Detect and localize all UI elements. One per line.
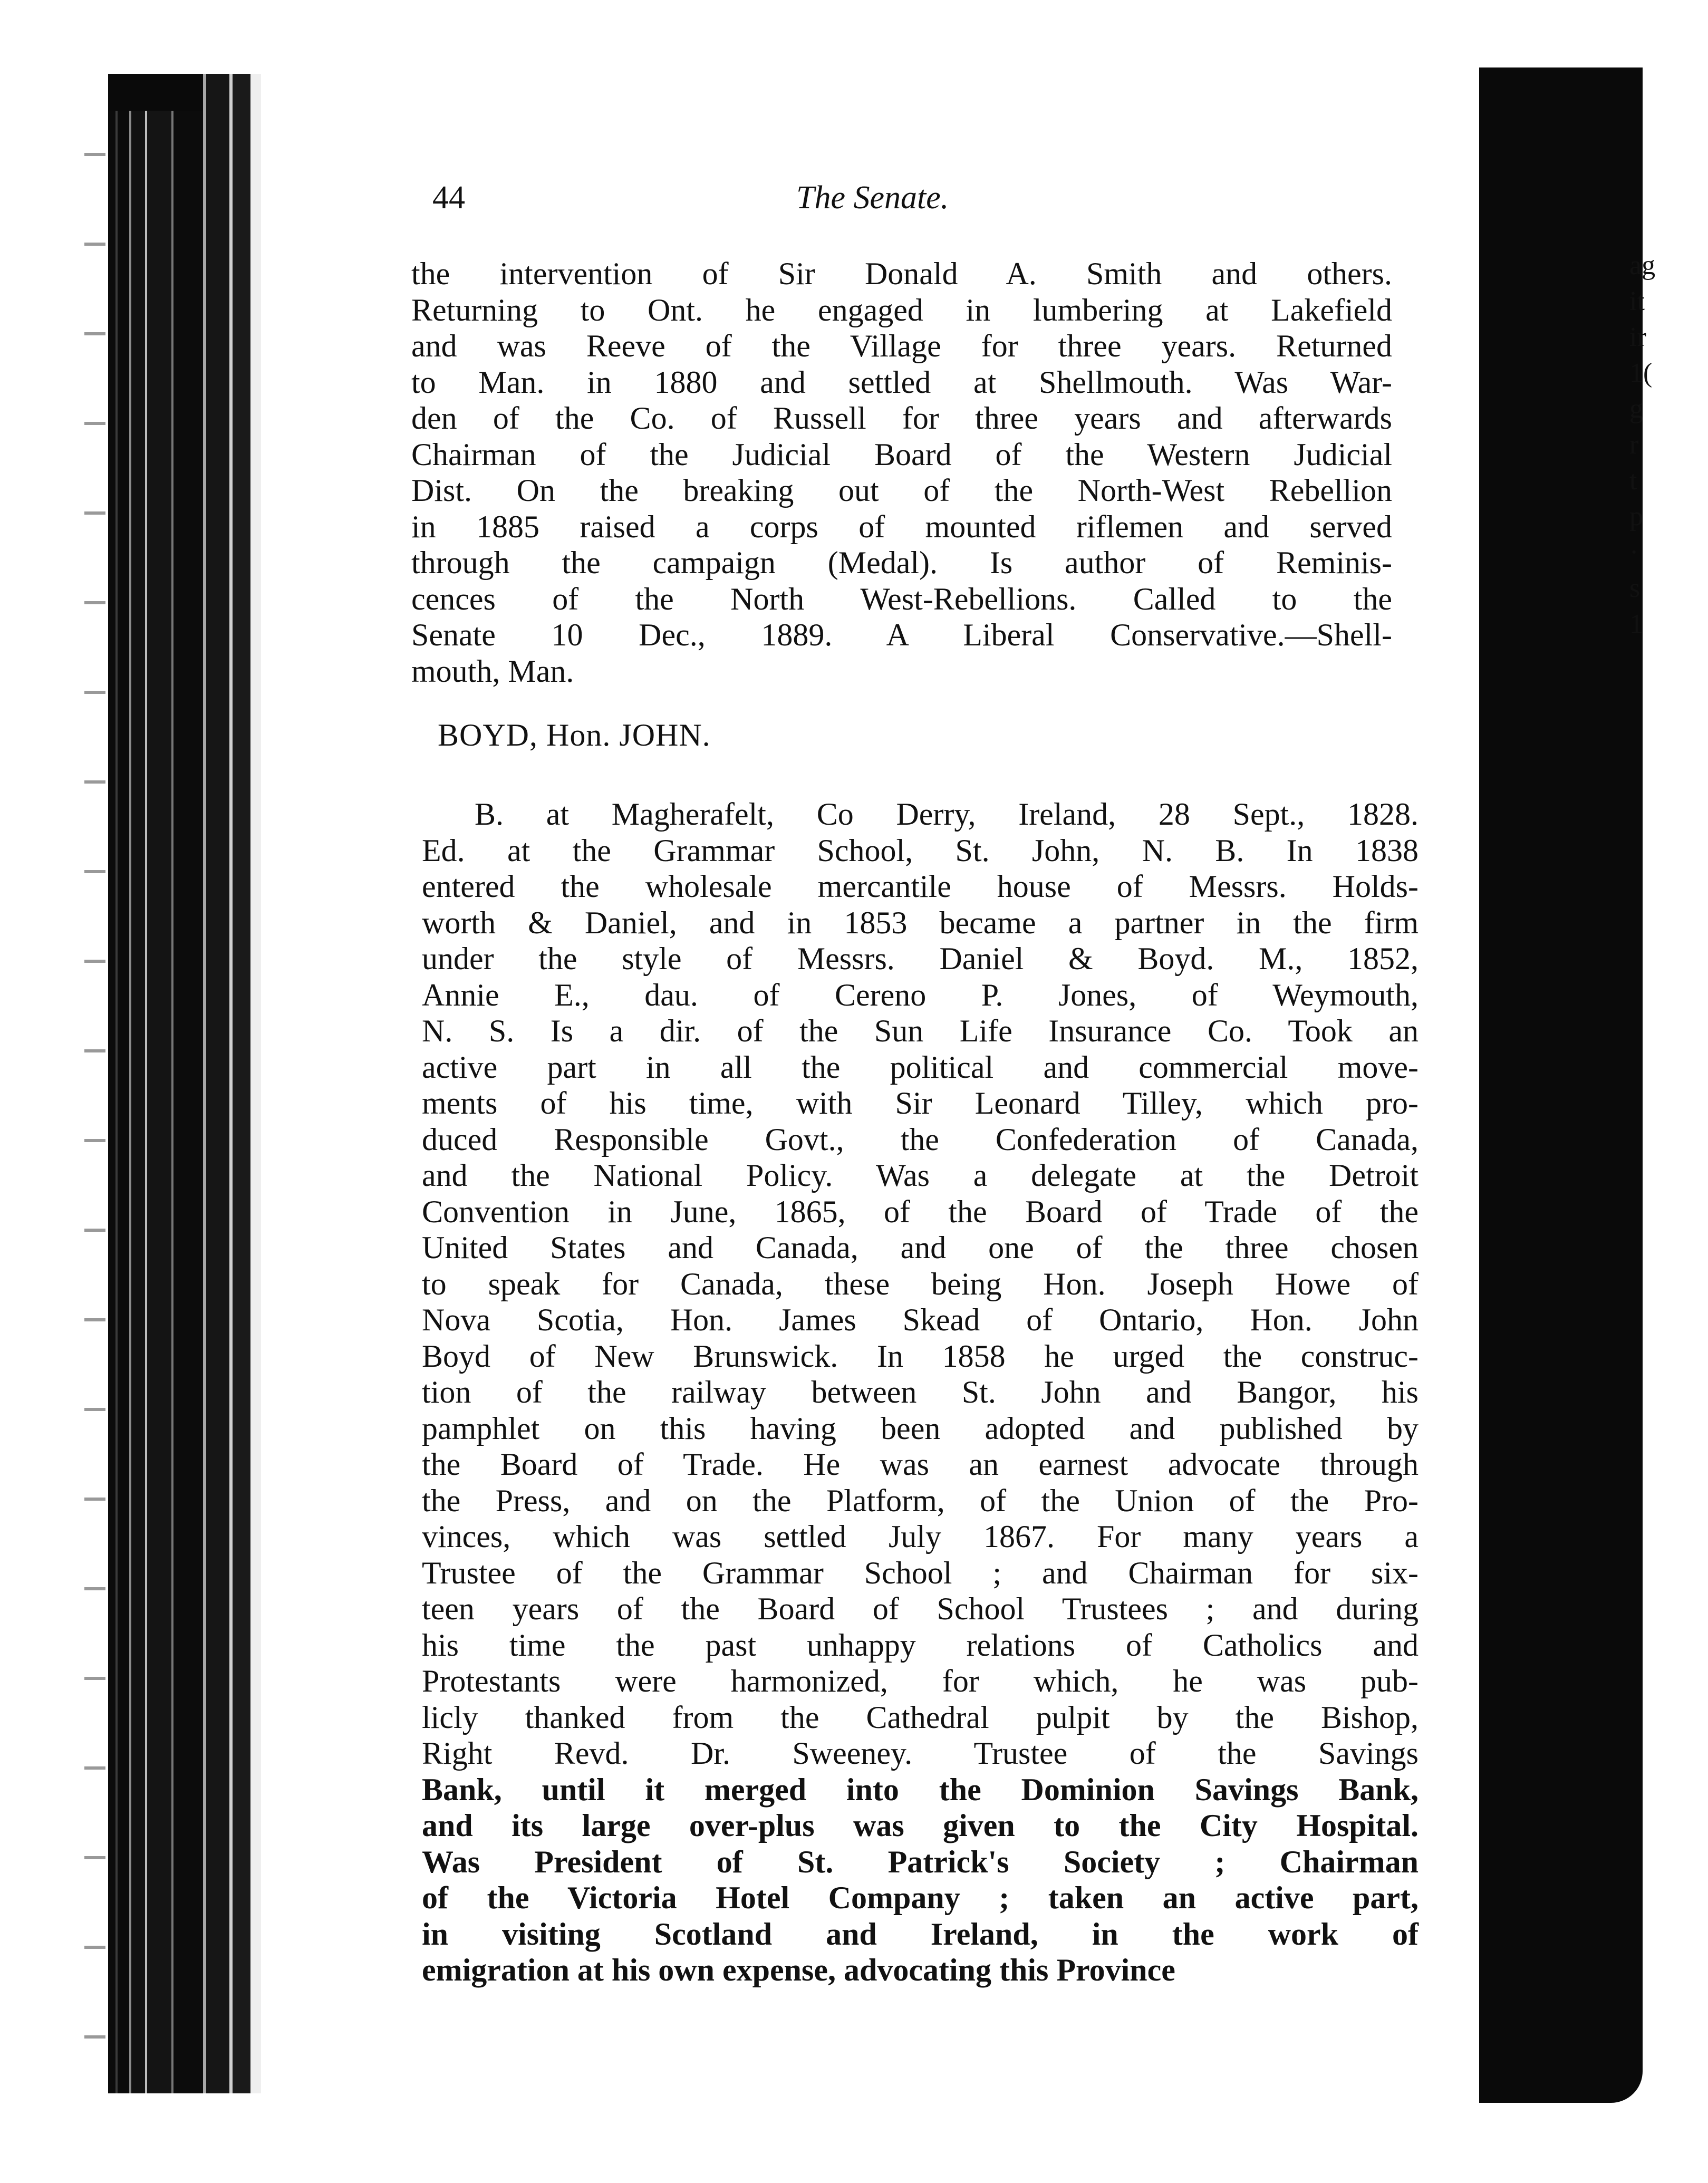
text-line: under the style of Messrs. Daniel & Boyd. M., 1852, — [422, 941, 1418, 976]
facing-fragment: 1 — [1629, 609, 1643, 639]
page-edge-shadow — [1479, 67, 1643, 2103]
text-line: in 1885 raised a corps of mounted riflemen and served — [411, 509, 1392, 544]
text-line: Returning to Ont. he engaged in lumbering at Lakefield — [411, 292, 1392, 327]
text-line: the Press, and on the Platform, of the Union of the Pro- — [422, 1483, 1418, 1518]
facing-fragment: 1( — [1629, 358, 1653, 388]
text-line: Trustee of the Grammar School ; and Chairman for six- — [422, 1555, 1418, 1590]
text-line: Ed. at the Grammar School, St. John, N. B. In 1838 — [422, 833, 1418, 868]
text-line: in visiting Scotland and Ireland, in the work of — [422, 1916, 1418, 1952]
facing-fragment: · — [1629, 537, 1639, 567]
text-line: mouth, Man. — [411, 653, 574, 689]
facing-fragment: t — [1629, 466, 1637, 496]
text-line: Dist. On the breaking out of the North-West Rebellion — [411, 473, 1392, 508]
text-line: entered the wholesale mercantile house of Messrs. Holds- — [422, 869, 1418, 904]
text-line: Protestants were harmonized, for which, he was pub- — [422, 1664, 1418, 1698]
text-line: tion of the railway between St. John and Bangor, his — [422, 1375, 1418, 1409]
text-line: of the Victoria Hotel Company ; taken an active part, — [422, 1880, 1418, 1915]
text-line: teen years of the Board of School Trustees ; and during — [422, 1591, 1418, 1626]
text-line: active part in all the political and commercial move- — [422, 1049, 1418, 1085]
facing-page-fragments — [1629, 248, 1693, 642]
continued-biography-paragraph — [411, 256, 1392, 689]
boyd-biography-paragraph — [422, 796, 1418, 1988]
facing-fragment: ir — [1629, 322, 1646, 352]
text-line: through the campaign (Medal). Is author of Reminis- — [411, 545, 1392, 580]
running-title: The Senate. — [796, 180, 949, 216]
text-line: to Man. in 1880 and settled at Shellmouth. Was War- — [411, 364, 1392, 400]
page-number: 44 — [432, 180, 465, 216]
book-binding-cap — [108, 74, 203, 111]
text-line: his time the past unhappy relations of Catholics and — [422, 1627, 1418, 1663]
text-line: worth & Daniel, and in 1853 became a partner in the firm — [422, 905, 1418, 940]
text-line: Chairman of the Judicial Board of the Western Judicial — [411, 437, 1392, 472]
facing-fragment: r — [1629, 430, 1639, 460]
text-line: Convention in June, 1865, of the Board of Trade of the — [422, 1194, 1418, 1229]
text-line: United States and Canada, and one of the three chosen — [422, 1230, 1418, 1265]
text-line: pamphlet on this having been adopted and published by — [422, 1411, 1418, 1446]
facing-fragment: g — [1629, 394, 1643, 424]
text-line: Nova Scotia, Hon. James Skead of Ontario, Hon. John — [422, 1302, 1418, 1337]
facing-fragment: it — [1629, 286, 1645, 316]
text-line: Boyd of New Brunswick. In 1858 he urged the construc- — [422, 1338, 1418, 1374]
text-line: N. S. Is a dir. of the Sun Life Insurance Co. Took an — [422, 1013, 1418, 1048]
running-head — [411, 169, 1445, 227]
text-line: Was President of St. Patrick's Society ; Chairman — [422, 1844, 1418, 1879]
book-binding-shadow — [108, 74, 261, 2093]
text-line: the intervention of Sir Donald A. Smith and others. — [411, 256, 1392, 291]
document-page — [411, 169, 1445, 1987]
text-line: cences of the North West-Rebellions. Called to the — [411, 581, 1392, 616]
scan-edge-specks — [84, 105, 105, 2056]
text-line: and was Reeve of the Village for three years. Returned — [411, 329, 1392, 363]
text-line: duced Responsible Govt., the Confederation of Canada, — [422, 1122, 1418, 1157]
text-line: to speak for Canada, these being Hon. Joseph Howe of — [422, 1266, 1418, 1301]
text-line: Right Revd. Dr. Sweeney. Trustee of the Savings — [422, 1736, 1418, 1771]
text-line: Bank, until it merged into the Dominion Savings Bank, — [422, 1772, 1418, 1807]
text-line: the Board of Trade. He was an earnest advocate through — [422, 1447, 1418, 1482]
facing-fragment: p — [1629, 501, 1643, 532]
text-line: Annie E., dau. of Cereno P. Jones, of Weymouth, — [422, 977, 1418, 1012]
facing-fragment: ag — [1629, 250, 1656, 281]
text-line: emigration at his own expense, advocating this Province — [422, 1953, 1175, 1987]
text-line: ments of his time, with Sir Leonard Tilley, which pro- — [422, 1086, 1418, 1121]
facing-fragment: s — [1629, 573, 1641, 603]
text-line: licly thanked from the Cathedral pulpit by the Bishop, — [422, 1699, 1418, 1735]
text-line: Senate 10 Dec., 1889. A Liberal Conservative.—Shell- — [411, 617, 1392, 652]
text-line: B. at Magherafelt, Co Derry, Ireland, 28 Sept., 1828. — [475, 797, 1418, 832]
text-line: den of the Co. of Russell for three years and afterwards — [411, 401, 1392, 436]
text-line: vinces, which was settled July 1867. For many years a — [422, 1519, 1418, 1554]
entry-heading: BOYD, Hon. JOHN. — [438, 718, 711, 752]
text-line: and the National Policy. Was a delegate at the Detroit — [422, 1158, 1418, 1193]
text-line: and its large over-plus was given to the City Hospital. — [422, 1808, 1418, 1843]
